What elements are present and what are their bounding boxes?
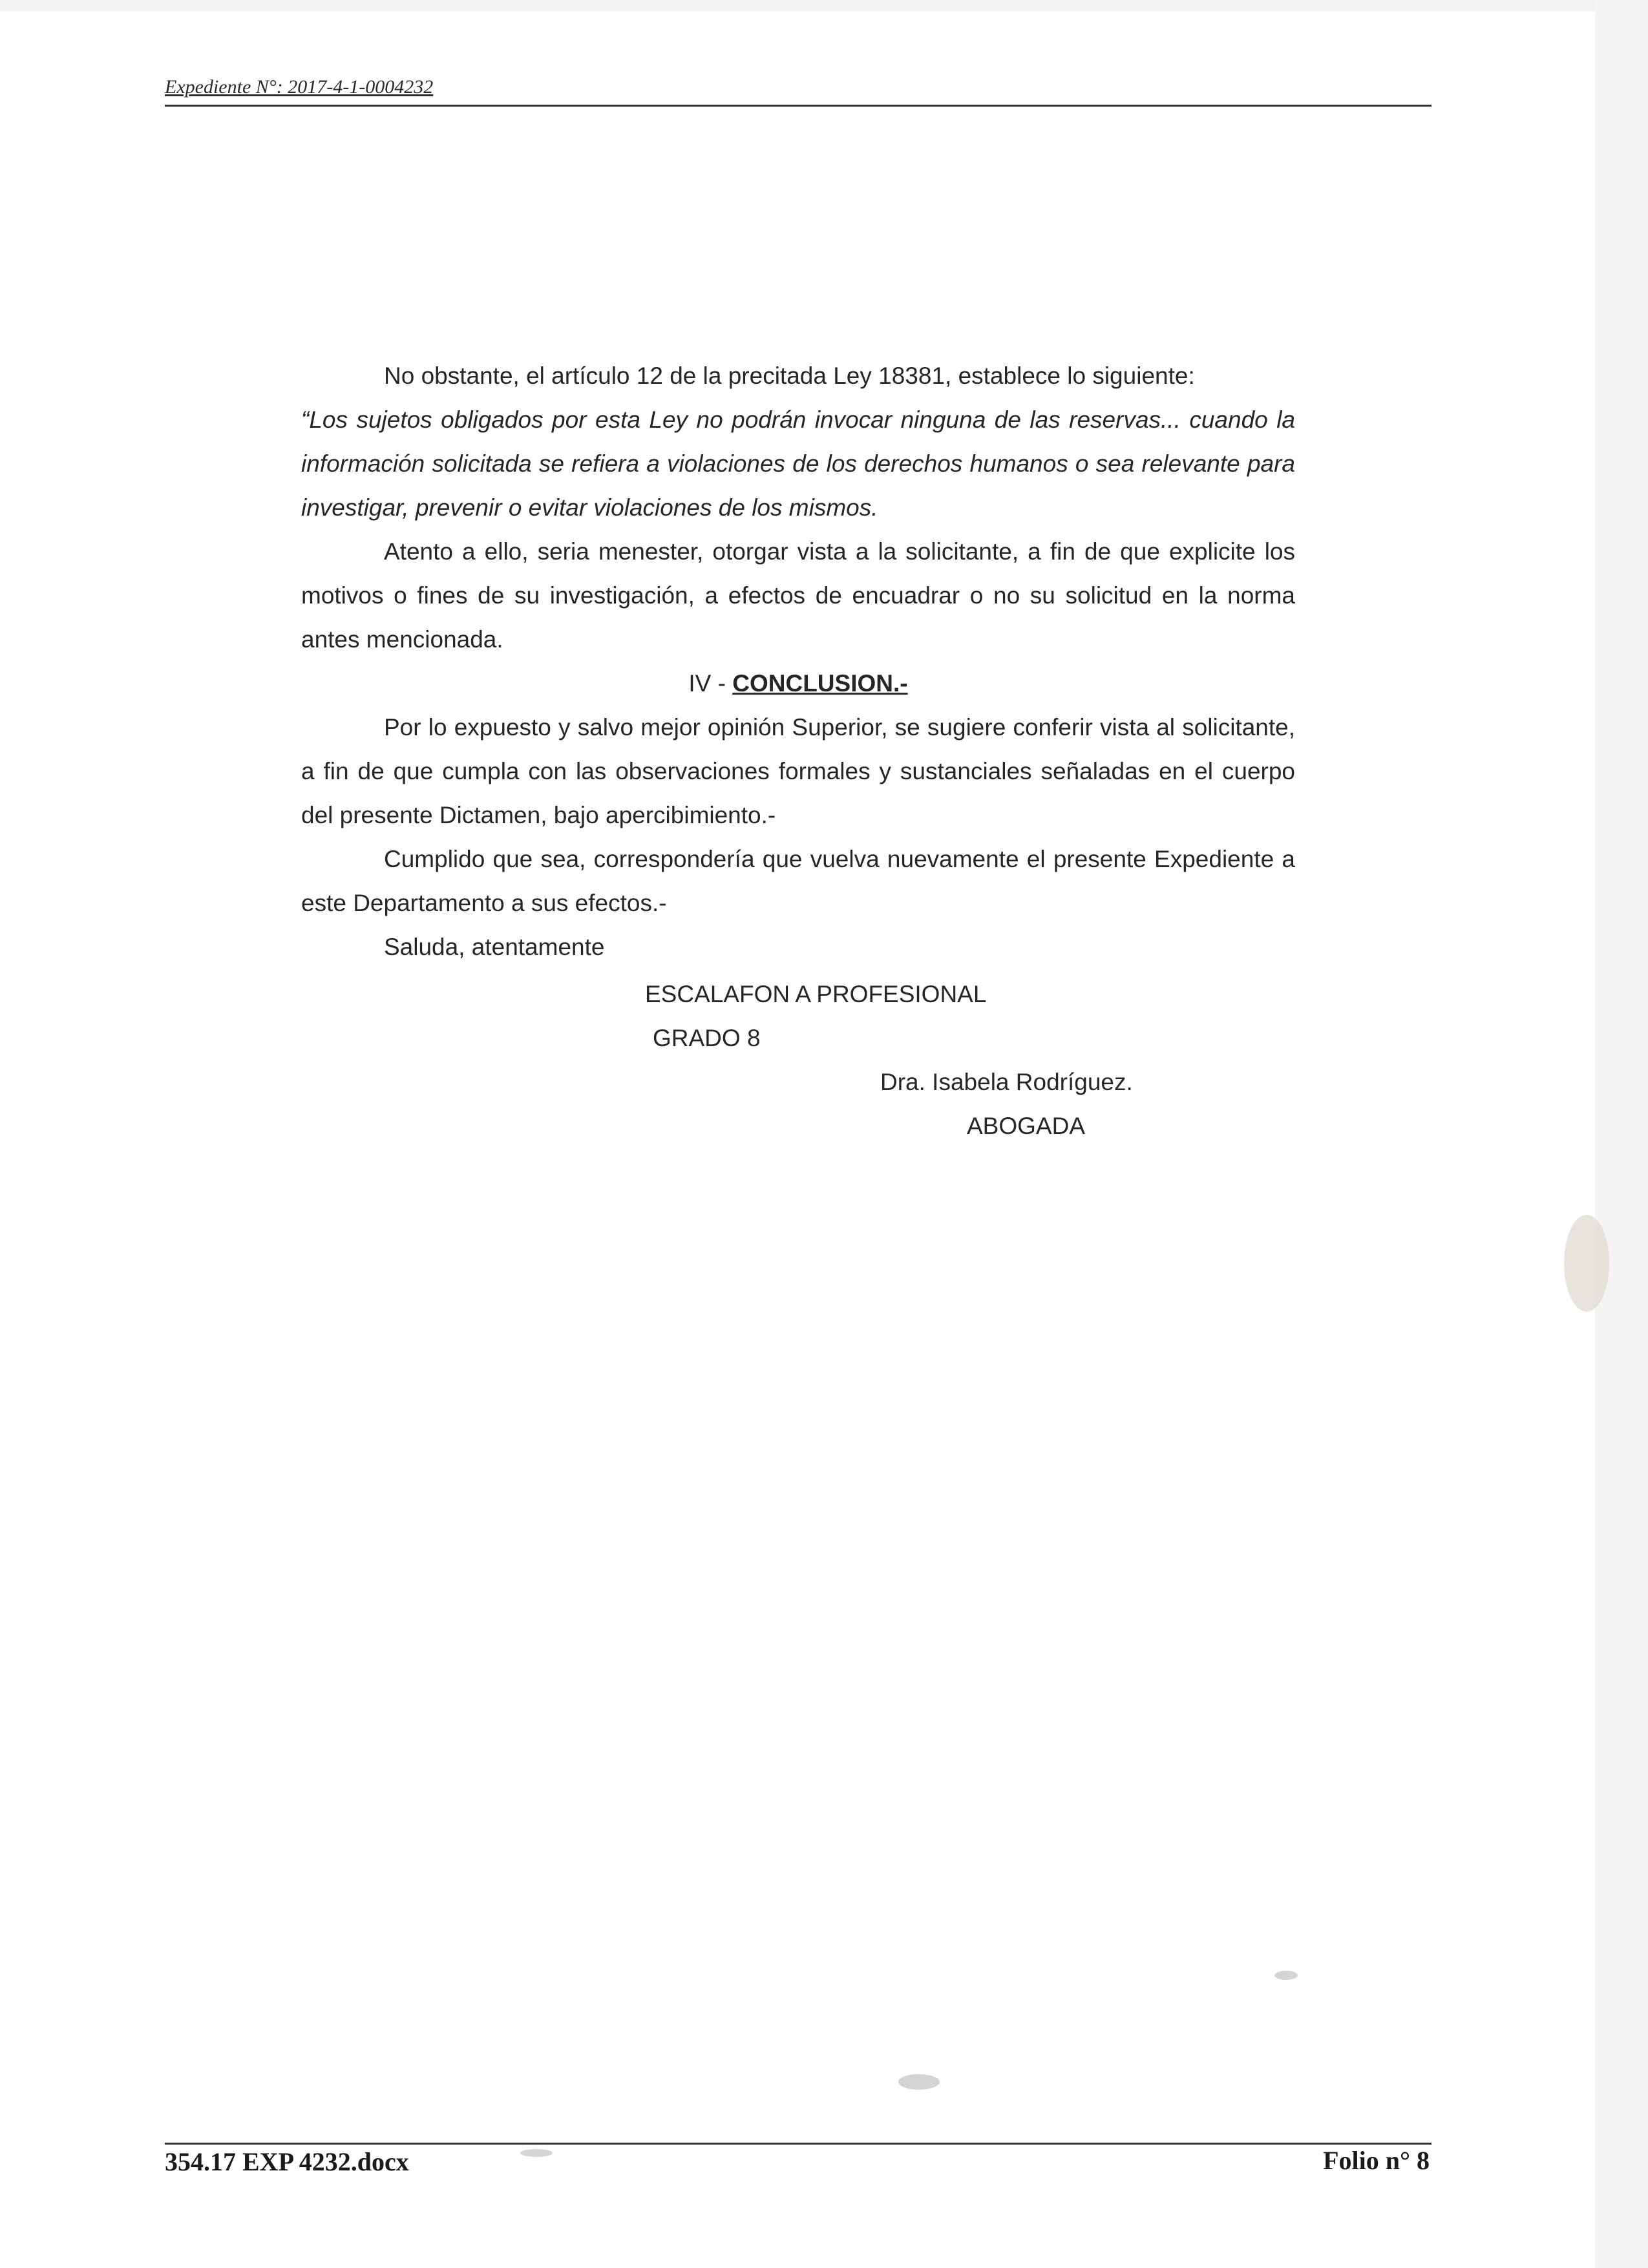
document-body xyxy=(301,354,1295,969)
paragraph-articulo-12: No obstante, el artículo 12 de la precitada Ley 18381, establece lo siguiente: xyxy=(384,362,1195,389)
section-heading xyxy=(301,662,1295,706)
scan-edge-top xyxy=(0,0,1648,12)
signature-name: Dra. Isabela Rodríguez. xyxy=(880,1069,1133,1095)
page-header xyxy=(165,76,1431,107)
section-number: IV - xyxy=(688,670,733,697)
scan-smudge xyxy=(1274,1971,1298,1980)
signature-title: ABOGADA xyxy=(967,1113,1085,1139)
section-title: CONCLUSION.- xyxy=(732,670,908,697)
paragraph-conclusion: Por lo expuesto y salvo mejor opinión Superior, se sugiere conferir vista al solicitante, a fin de que cumpla con las observaciones formales y sustanciales señaladas en el cuerpo del presente Dictamen, bajo apercibimiento.- xyxy=(301,714,1295,828)
expediente-number: Expediente N°: 2017-4-1-0004232 xyxy=(165,76,434,98)
signature-escalafon: ESCALAFON A PROFESIONAL xyxy=(645,981,987,1007)
signature-grado: GRADO 8 xyxy=(653,1025,761,1051)
footer-folio: Folio n° 8 xyxy=(1323,2146,1430,2175)
scan-smudge xyxy=(1564,1215,1609,1312)
closing-salutation: Saluda, atentamente xyxy=(384,934,605,960)
paragraph-cumplido: Cumplido que sea, correspondería que vuelva nuevamente el presente Expediente a este Departamento a sus efectos.- xyxy=(301,846,1295,916)
scan-smudge xyxy=(898,2074,940,2090)
footer-filename: 354.17 EXP 4232.docx xyxy=(165,2147,409,2176)
scan-edge-right xyxy=(1595,0,1648,2268)
scan-smudge xyxy=(520,2149,553,2157)
paragraph-atento: Atento a ello, seria menester, otorgar vista a la solicitante, a fin de que explicite los motivos o fines de su investigación, a efectos de encuadrar o no su solicitud en la norma antes mencionada. xyxy=(301,538,1295,653)
legal-quote: “Los sujetos obligados por esta Ley no podrán invocar ninguna de las reservas... cuando la información solicitada se refiera a violaciones de los derechos humanos o sea relevante para investigar, prevenir o evitar violaciones de los mismos. xyxy=(301,406,1295,521)
footer-rule xyxy=(165,2143,1431,2145)
